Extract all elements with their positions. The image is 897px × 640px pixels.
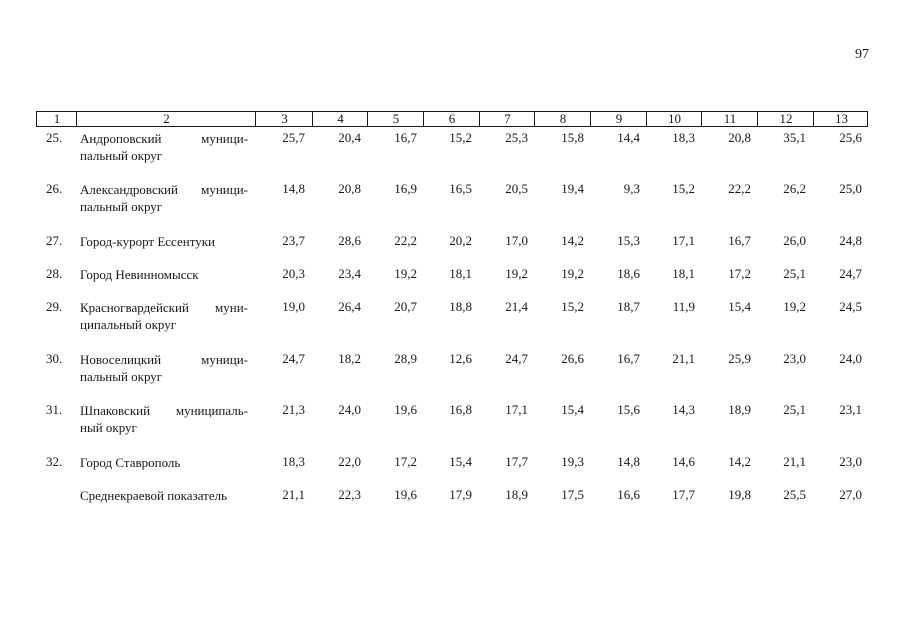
value-cell-col-13: 24,0 bbox=[839, 351, 862, 366]
value-cell-col-6: 18,1 bbox=[449, 266, 472, 281]
value-cell-col-6: 12,6 bbox=[449, 351, 472, 366]
value-cell-col-4: 20,4 bbox=[338, 130, 361, 145]
value-cell-col-9: 16,7 bbox=[617, 351, 640, 366]
value-cell-col-11: 17,2 bbox=[728, 266, 751, 281]
value-cell-col-9: 15,3 bbox=[617, 233, 640, 248]
value-cell-col-7: 21,4 bbox=[505, 299, 528, 314]
header-divider bbox=[590, 112, 591, 126]
value-cell-col-9: 9,3 bbox=[623, 181, 640, 196]
value-cell-col-10: 11,9 bbox=[672, 299, 695, 314]
value-cell-col-10: 14,6 bbox=[672, 454, 695, 469]
value-cell-col-5: 19,6 bbox=[394, 487, 417, 502]
value-cell-col-12: 25,1 bbox=[783, 266, 806, 281]
value-cell-col-13: 24,8 bbox=[839, 233, 862, 248]
value-cell-col-11: 22,2 bbox=[728, 181, 751, 196]
row-name bbox=[80, 299, 248, 333]
header-divider bbox=[423, 112, 424, 126]
header-divider bbox=[813, 112, 814, 126]
value-cell-col-9: 18,7 bbox=[617, 299, 640, 314]
value-cell-col-6: 15,2 bbox=[449, 130, 472, 145]
value-cell-col-12: 35,1 bbox=[783, 130, 806, 145]
header-cell-4: 4 bbox=[337, 111, 344, 126]
value-cell-col-7: 24,7 bbox=[505, 351, 528, 366]
value-cell-col-8: 26,6 bbox=[561, 351, 584, 366]
value-cell-col-5: 28,9 bbox=[394, 351, 417, 366]
header-divider bbox=[701, 112, 702, 126]
value-cell-col-4: 22,0 bbox=[338, 454, 361, 469]
row-name-line-2: ный округ bbox=[80, 420, 137, 435]
value-cell-col-3: 19,0 bbox=[282, 299, 305, 314]
value-cell-col-4: 24,0 bbox=[338, 402, 361, 417]
value-cell-col-3: 20,3 bbox=[282, 266, 305, 281]
value-cell-col-7: 20,5 bbox=[505, 181, 528, 196]
header-divider bbox=[646, 112, 647, 126]
value-cell-col-4: 23,4 bbox=[338, 266, 361, 281]
value-cell-col-8: 14,2 bbox=[561, 233, 584, 248]
value-cell-col-12: 23,0 bbox=[783, 351, 806, 366]
header-cell-13: 13 bbox=[835, 111, 848, 126]
row-name-line-1: Город-курорт Ессентуки bbox=[80, 234, 215, 249]
value-cell-col-3: 21,1 bbox=[282, 487, 305, 502]
value-cell-col-10: 18,3 bbox=[672, 130, 695, 145]
value-cell-col-11: 16,7 bbox=[728, 233, 751, 248]
value-cell-col-8: 15,4 bbox=[561, 402, 584, 417]
row-name-line-1: Город Ставрополь bbox=[80, 455, 181, 470]
value-cell-col-11: 20,8 bbox=[728, 130, 751, 145]
header-cell-5: 5 bbox=[392, 111, 400, 126]
value-cell-col-5: 16,7 bbox=[394, 130, 417, 145]
value-cell-col-9: 14,8 bbox=[617, 454, 640, 469]
row-name-line-1: Шпаковский муниципаль- bbox=[80, 403, 248, 418]
value-cell-col-10: 17,7 bbox=[672, 487, 695, 502]
value-cell-col-8: 15,2 bbox=[561, 299, 584, 314]
header-divider bbox=[76, 112, 77, 126]
row-number: 27. bbox=[46, 233, 63, 248]
header-divider bbox=[255, 112, 256, 126]
value-cell-col-6: 15,4 bbox=[449, 454, 472, 469]
value-cell-col-9: 16,6 bbox=[617, 487, 640, 502]
row-name bbox=[80, 351, 248, 385]
value-cell-col-13: 24,7 bbox=[839, 266, 862, 281]
row-name bbox=[80, 130, 248, 164]
row-name bbox=[80, 181, 248, 215]
value-cell-col-10: 18,1 bbox=[672, 266, 695, 281]
header-divider bbox=[367, 112, 368, 126]
value-cell-col-11: 18,9 bbox=[728, 402, 751, 417]
value-cell-col-6: 16,8 bbox=[449, 402, 472, 417]
value-cell-col-7: 17,7 bbox=[505, 454, 528, 469]
header-cell-7: 7 bbox=[504, 111, 511, 126]
value-cell-col-12: 25,1 bbox=[783, 402, 806, 417]
value-cell-col-3: 18,3 bbox=[282, 454, 305, 469]
row-name bbox=[80, 233, 248, 250]
value-cell-col-12: 25,5 bbox=[783, 487, 806, 502]
column-number-header bbox=[36, 111, 868, 127]
value-cell-col-9: 14,4 bbox=[617, 130, 640, 145]
value-cell-col-12: 21,1 bbox=[783, 454, 806, 469]
header-divider bbox=[534, 112, 535, 126]
row-name-line-1: Город Невинномысск bbox=[80, 267, 199, 282]
row-name-line-2: пальный округ bbox=[80, 369, 163, 384]
header-divider bbox=[757, 112, 758, 126]
row-name-line-1: Красногвардейский муни- bbox=[80, 300, 248, 315]
value-cell-col-13: 25,0 bbox=[839, 181, 862, 196]
row-name-line-1: Александровский муници- bbox=[80, 182, 248, 197]
value-cell-col-13: 23,1 bbox=[839, 402, 862, 417]
row-name-line-1: Новоселицкий муници- bbox=[80, 352, 248, 367]
header-cell-6: 6 bbox=[448, 111, 456, 126]
value-cell-col-10: 21,1 bbox=[672, 351, 695, 366]
value-cell-col-10: 14,3 bbox=[672, 402, 695, 417]
header-cell-12: 12 bbox=[779, 111, 793, 126]
value-cell-col-3: 21,3 bbox=[282, 402, 305, 417]
row-name bbox=[80, 487, 248, 504]
row-number: 32. bbox=[46, 454, 63, 469]
value-cell-col-9: 18,6 bbox=[617, 266, 640, 281]
value-cell-col-11: 25,9 bbox=[728, 351, 751, 366]
value-cell-col-4: 28,6 bbox=[338, 233, 361, 248]
value-cell-col-8: 19,2 bbox=[561, 266, 584, 281]
value-cell-col-7: 17,1 bbox=[505, 402, 528, 417]
header-cell-2: 2 bbox=[163, 111, 170, 126]
value-cell-col-8: 17,5 bbox=[561, 487, 584, 502]
row-number: 25. bbox=[46, 130, 63, 145]
value-cell-col-3: 23,7 bbox=[282, 233, 305, 248]
value-cell-col-11: 14,2 bbox=[728, 454, 751, 469]
value-cell-col-12: 26,0 bbox=[783, 233, 806, 248]
value-cell-col-4: 22,3 bbox=[338, 487, 361, 502]
value-cell-col-3: 14,8 bbox=[282, 181, 305, 196]
value-cell-col-4: 26,4 bbox=[338, 299, 361, 314]
value-cell-col-13: 24,5 bbox=[839, 299, 862, 314]
page-number: 97 bbox=[855, 47, 869, 62]
value-cell-col-10: 15,2 bbox=[672, 181, 695, 196]
row-name-line-1: Андроповский муници- bbox=[80, 131, 248, 146]
value-cell-col-13: 23,0 bbox=[839, 454, 862, 469]
value-cell-col-5: 20,7 bbox=[394, 299, 417, 314]
header-cell-8: 8 bbox=[559, 111, 567, 126]
row-name-line-1: Среднекраевой показатель bbox=[80, 488, 228, 503]
value-cell-col-13: 27,0 bbox=[839, 487, 862, 502]
value-cell-col-3: 24,7 bbox=[282, 351, 305, 366]
value-cell-col-8: 15,8 bbox=[561, 130, 584, 145]
value-cell-col-7: 19,2 bbox=[505, 266, 528, 281]
value-cell-col-3: 25,7 bbox=[282, 130, 305, 145]
header-cell-11: 11 bbox=[723, 111, 737, 126]
value-cell-col-11: 15,4 bbox=[728, 299, 751, 314]
row-number: 31. bbox=[46, 402, 63, 417]
value-cell-col-4: 18,2 bbox=[338, 351, 361, 366]
value-cell-col-8: 19,4 bbox=[561, 181, 584, 196]
value-cell-col-12: 19,2 bbox=[783, 299, 806, 314]
row-number: 30. bbox=[46, 351, 63, 366]
value-cell-col-7: 25,3 bbox=[505, 130, 528, 145]
row-number: 26. bbox=[46, 181, 63, 196]
row-name-line-2: ципальный округ bbox=[80, 317, 177, 332]
value-cell-col-10: 17,1 bbox=[672, 233, 695, 248]
row-name bbox=[80, 402, 248, 436]
value-cell-col-6: 16,5 bbox=[449, 181, 472, 196]
value-cell-col-11: 19,8 bbox=[728, 487, 751, 502]
value-cell-col-5: 22,2 bbox=[394, 233, 417, 248]
header-cell-3: 3 bbox=[281, 111, 288, 126]
value-cell-col-7: 17,0 bbox=[505, 233, 528, 248]
header-cell-1: 1 bbox=[53, 111, 61, 126]
value-cell-col-5: 17,2 bbox=[394, 454, 417, 469]
value-cell-col-5: 19,6 bbox=[394, 402, 417, 417]
value-cell-col-13: 25,6 bbox=[839, 130, 862, 145]
value-cell-col-4: 20,8 bbox=[338, 181, 361, 196]
header-cell-10: 10 bbox=[668, 111, 681, 126]
value-cell-col-6: 20,2 bbox=[449, 233, 472, 248]
value-cell-col-6: 17,9 bbox=[449, 487, 472, 502]
header-cell-9: 9 bbox=[615, 111, 623, 126]
row-number: 28. bbox=[46, 266, 63, 281]
row-number: 29. bbox=[46, 299, 63, 314]
row-name bbox=[80, 454, 248, 471]
row-name bbox=[80, 266, 248, 283]
row-name-line-2: пальный округ bbox=[80, 199, 163, 214]
value-cell-col-12: 26,2 bbox=[783, 181, 806, 196]
value-cell-col-8: 19,3 bbox=[561, 454, 584, 469]
value-cell-col-5: 19,2 bbox=[394, 266, 417, 281]
header-divider bbox=[479, 112, 480, 126]
value-cell-col-7: 18,9 bbox=[505, 487, 528, 502]
header-divider bbox=[312, 112, 313, 126]
value-cell-col-6: 18,8 bbox=[449, 299, 472, 314]
row-name-line-2: пальный округ bbox=[80, 148, 163, 163]
value-cell-col-5: 16,9 bbox=[394, 181, 417, 196]
value-cell-col-9: 15,6 bbox=[617, 402, 640, 417]
